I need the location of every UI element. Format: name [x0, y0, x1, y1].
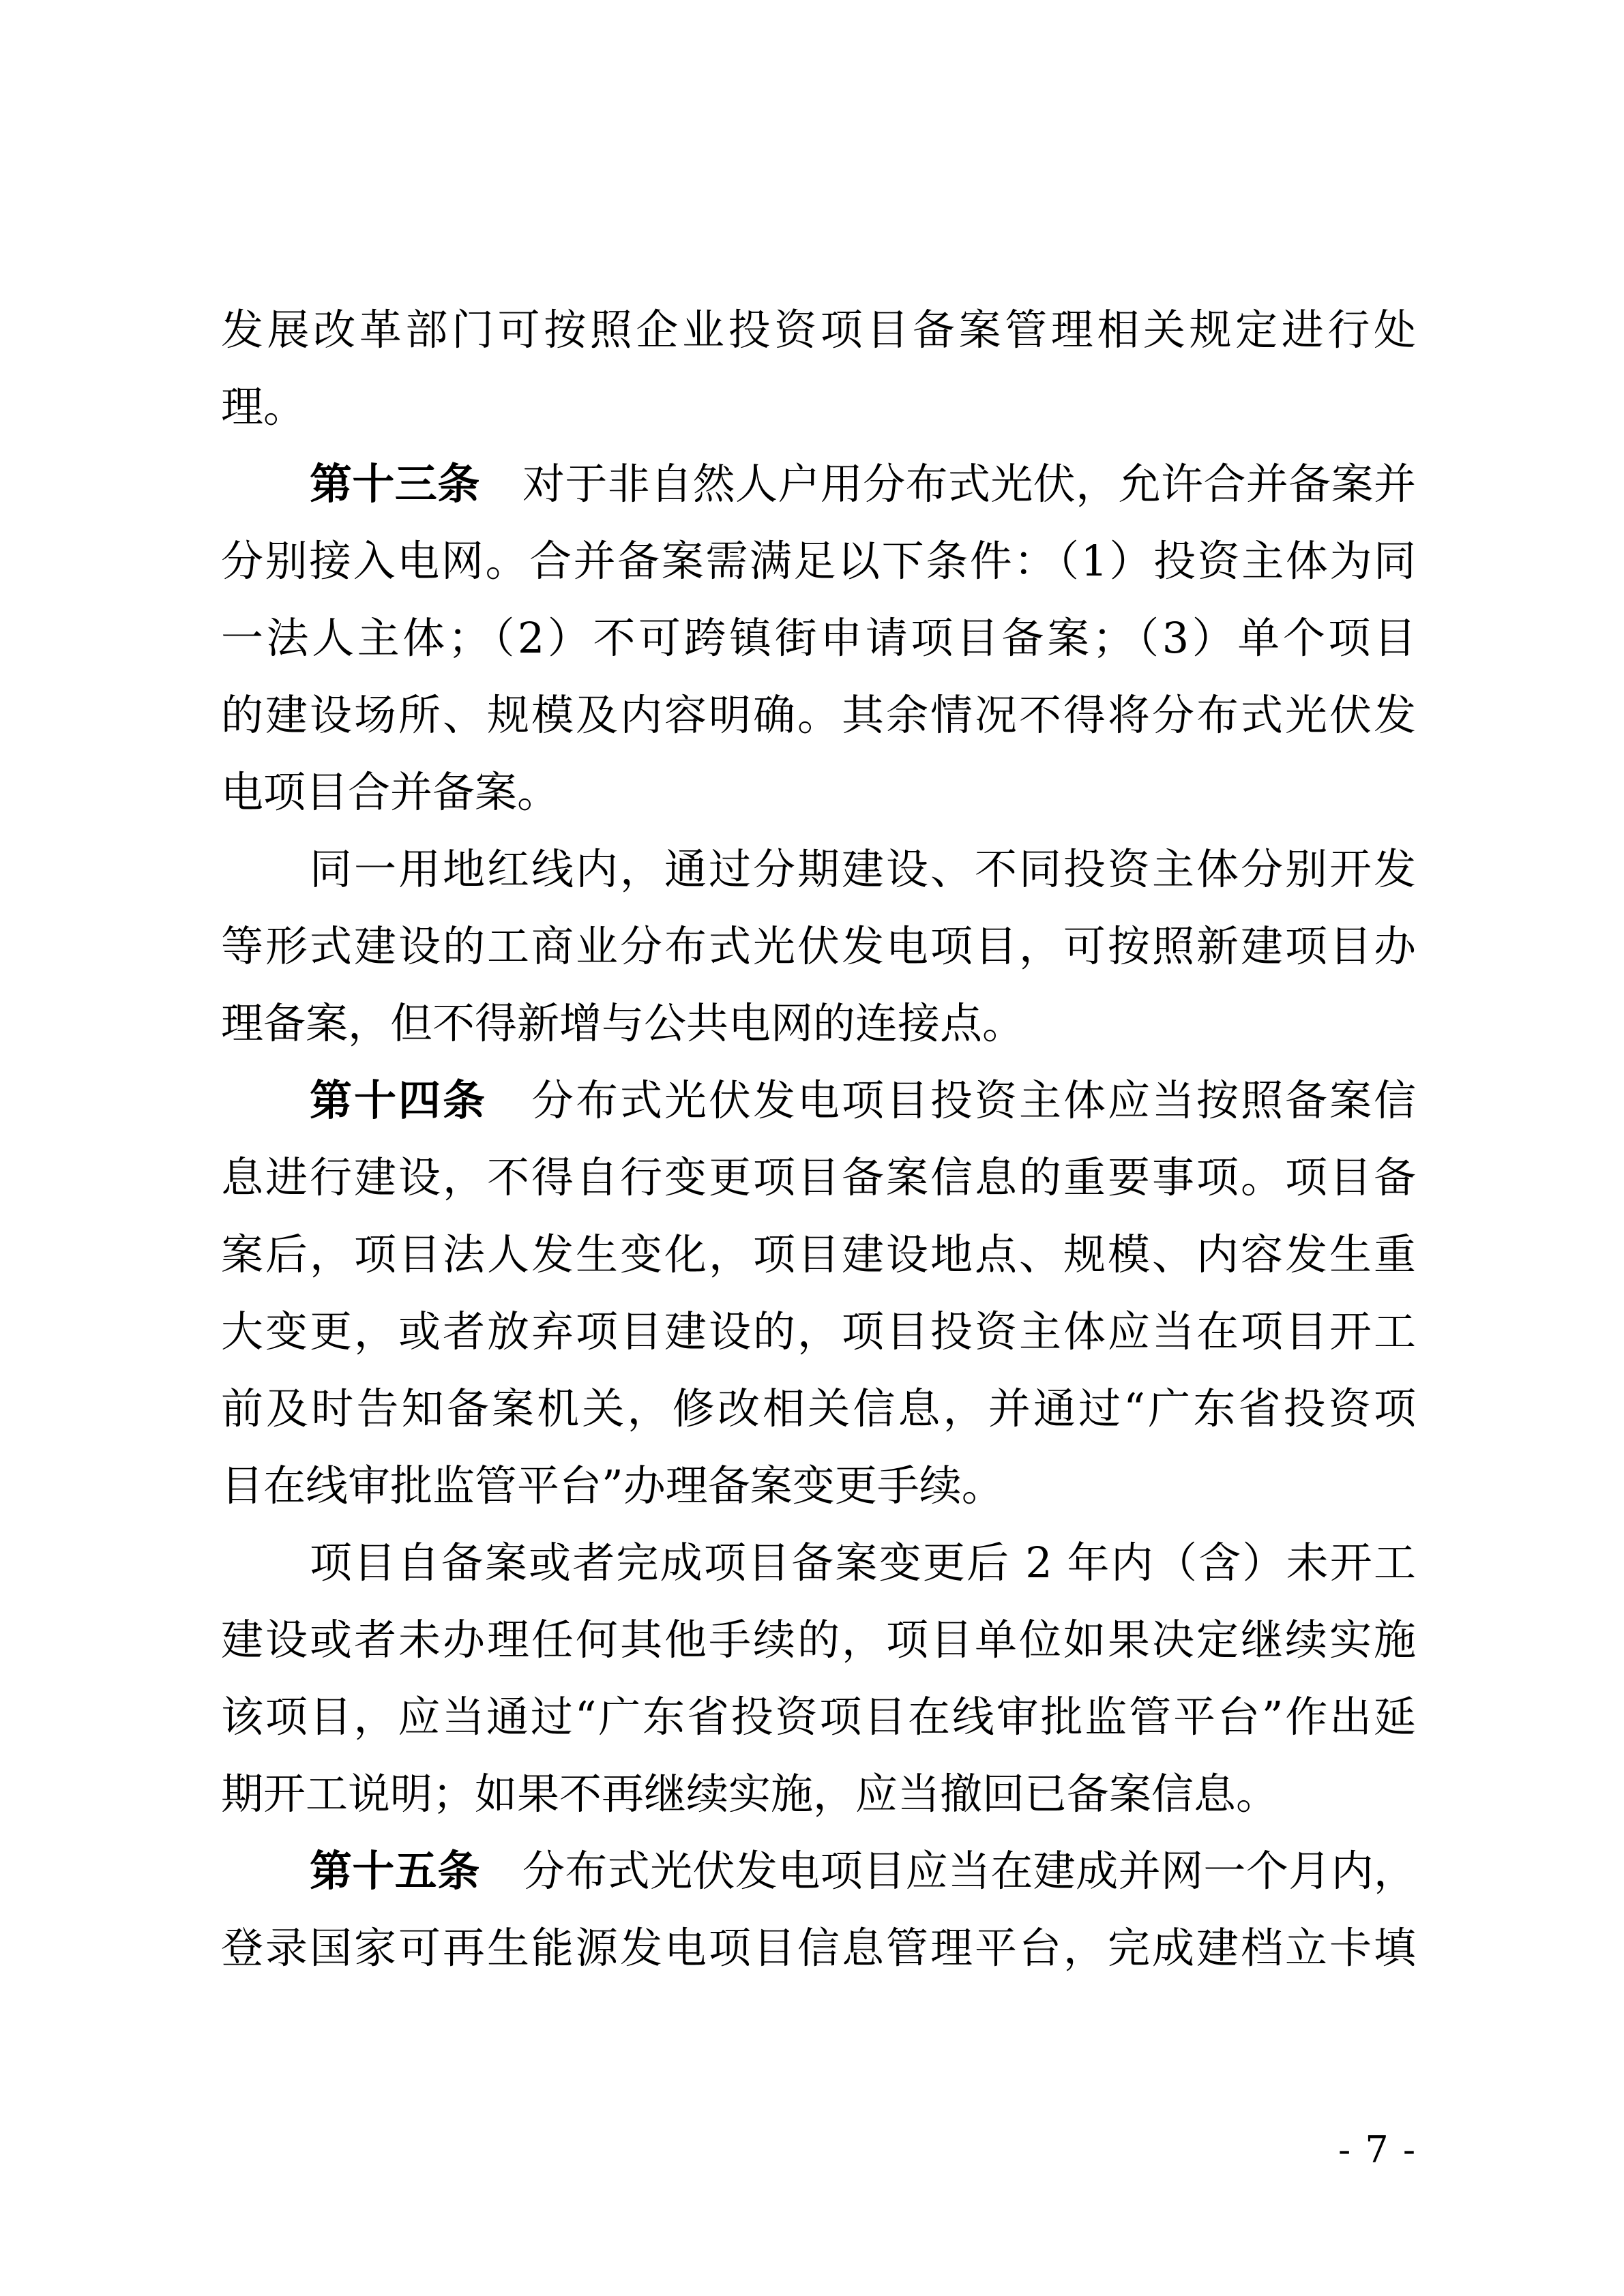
text-line — [221, 1832, 1416, 1909]
text-segment: 一法人主体；（2）不可跨镇街申请项目备案；（3）单个项目 — [221, 613, 1416, 663]
text-segment: 等形式建设的工商业分布式光伏发电项目，可按照新建项目办 — [221, 921, 1416, 971]
text-line — [221, 522, 1416, 599]
text-segment: 发展改革部门可按照企业投资项目备案管理相关规定进行处 — [221, 305, 1416, 355]
text-segment: 理。 — [221, 382, 306, 432]
text-line — [221, 1293, 1416, 1370]
page-number: - 7 - — [1338, 2128, 1417, 2171]
text-segment: 分布式光伏发电项目应当在建成并网一个月内， — [479, 1846, 1416, 1896]
text-segment: 息进行建设，不得自行变更项目备案信息的重要事项。项目备 — [221, 1152, 1416, 1202]
text-line — [221, 1601, 1416, 1678]
text-line — [221, 985, 1416, 1062]
text-segment: 电项目合并备案。 — [221, 767, 560, 817]
text-line — [221, 599, 1416, 676]
text-line — [221, 1755, 1416, 1832]
text-line — [221, 368, 1416, 445]
text-segment: 该项目，应当通过“广东省投资项目在线审批监管平台”作出延 — [221, 1692, 1416, 1742]
text-segment: 前及时告知备案机关，修改相关信息，并通过“广东省投资项 — [221, 1384, 1416, 1433]
text-line — [221, 1909, 1416, 1986]
text-segment: 建设或者未办理任何其他手续的，项目单位如果决定继续实施 — [221, 1615, 1416, 1665]
text-line — [221, 754, 1416, 831]
text-segment: 对于非自然人户用分布式光伏，允许合并备案并 — [479, 459, 1416, 509]
article-number: 第十四条 — [310, 1075, 487, 1125]
text-segment: 分布式光伏发电项目投资主体应当按照备案信 — [487, 1075, 1416, 1125]
text-line — [221, 908, 1416, 985]
text-line — [221, 445, 1416, 522]
text-line — [221, 1447, 1416, 1524]
text-line — [221, 1678, 1416, 1755]
text-line — [221, 831, 1416, 908]
text-segment: 大变更，或者放弃项目建设的，项目投资主体应当在项目开工 — [221, 1307, 1416, 1356]
text-segment: 的建设场所、规模及内容明确。其余情况不得将分布式光伏发 — [221, 690, 1416, 740]
text-line — [221, 676, 1416, 754]
text-segment: 分别接入电网。合并备案需满足以下条件：（1）投资主体为同 — [221, 536, 1416, 586]
text-segment: 登录国家可再生能源发电项目信息管理平台，完成建档立卡填 — [221, 1923, 1416, 1973]
text-line — [221, 1524, 1416, 1601]
text-segment: 案后，项目法人发生变化，项目建设地点、规模、内容发生重 — [221, 1229, 1416, 1279]
text-segment: 期开工说明；如果不再继续实施，应当撤回已备案信息。 — [221, 1769, 1279, 1819]
article-number: 第十五条 — [310, 1846, 480, 1896]
text-segment: 目在线审批监管平台”办理备案变更手续。 — [221, 1461, 1004, 1510]
text-line — [221, 1216, 1416, 1293]
text-line — [221, 1139, 1416, 1216]
article-number: 第十三条 — [310, 459, 480, 509]
text-line — [221, 291, 1416, 368]
text-line — [221, 1370, 1416, 1447]
text-line — [221, 1062, 1416, 1139]
document-body — [221, 291, 1416, 1986]
text-segment: 同一用地红线内，通过分期建设、不同投资主体分别开发 — [310, 844, 1416, 894]
text-segment: 项目自备案或者完成项目备案变更后 2 年内（含）未开工 — [310, 1538, 1416, 1587]
text-segment: 理备案，但不得新增与公共电网的连接点。 — [221, 998, 1025, 1048]
